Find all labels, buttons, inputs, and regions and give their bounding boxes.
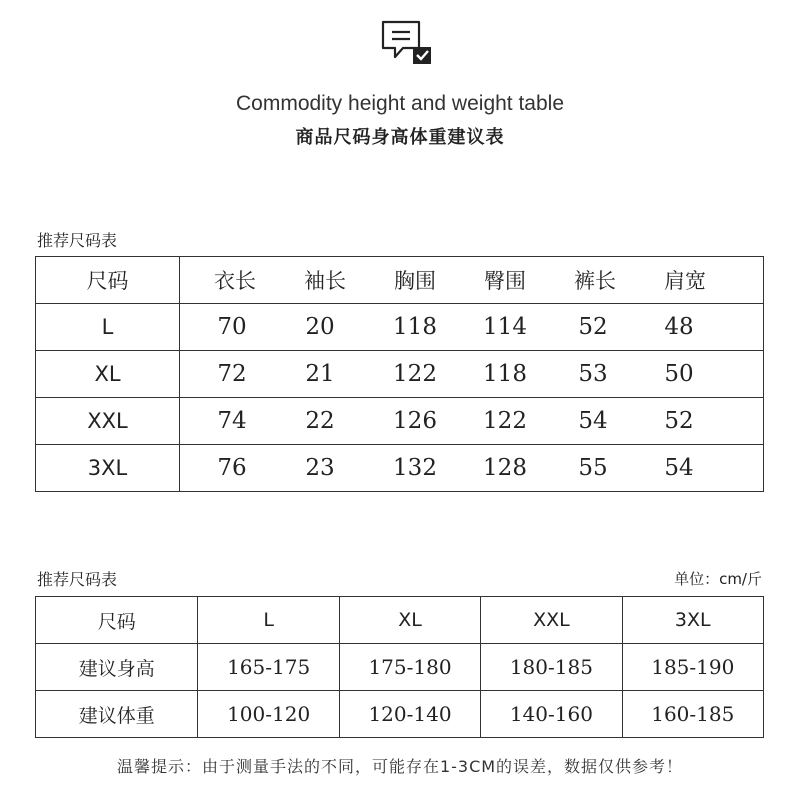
footer-note: 温馨提示：由于测量手法的不同，可能存在1-3CM的误差，数据仅供参考！	[116, 757, 684, 776]
table-row	[36, 351, 764, 398]
unit-label: 单位：cm/斤	[674, 570, 762, 588]
row-label: 建议体重	[36, 691, 198, 738]
column-header: 裤长	[574, 269, 616, 293]
size-label: 3XL	[36, 445, 180, 492]
table-cell: 126	[393, 408, 437, 434]
table-row	[36, 644, 764, 691]
table-row	[36, 691, 764, 738]
column-header: 臀围	[484, 269, 526, 293]
column-header: 胸围	[394, 269, 436, 293]
size-label: XL	[36, 351, 180, 398]
table2-caption: 推荐尺码表	[37, 570, 118, 589]
table-cell: 185-190	[622, 644, 763, 691]
table-cell: 54	[664, 455, 694, 481]
table-row	[36, 304, 764, 351]
table-cell: 53	[578, 361, 608, 387]
table-cell: 120-140	[339, 691, 480, 738]
corner-header: 尺码	[36, 257, 180, 304]
table-cell: 52	[664, 408, 694, 434]
table-row	[36, 445, 764, 492]
table-cell: 72	[217, 361, 247, 387]
table-cell: 48	[664, 314, 694, 340]
table-row	[36, 398, 764, 445]
table-cell: 140-160	[481, 691, 622, 738]
corner-header: 尺码	[36, 597, 198, 644]
size-label: XXL	[36, 398, 180, 445]
table-cell: 118	[393, 314, 437, 340]
height-weight-table	[35, 596, 764, 738]
table-cell: 20	[305, 314, 335, 340]
size-label: L	[36, 304, 180, 351]
column-header: XL	[339, 597, 480, 644]
table-cell: 122	[393, 361, 437, 387]
table-cell: 160-185	[622, 691, 763, 738]
message-check-icon	[381, 20, 433, 66]
size-chart-table	[35, 256, 764, 492]
column-header: 衣长	[214, 269, 256, 293]
table-cell: 165-175	[198, 644, 339, 691]
table-cell: 55	[578, 455, 608, 481]
table-cell: 128	[483, 455, 527, 481]
column-header: XXL	[481, 597, 622, 644]
table-cell: 54	[578, 408, 608, 434]
table1-caption: 推荐尺码表	[37, 231, 118, 250]
table-cell: 122	[483, 408, 527, 434]
table-cell: 22	[305, 408, 335, 434]
table-cell: 132	[393, 455, 437, 481]
table-cell: 118	[483, 361, 527, 387]
row-label: 建议身高	[36, 644, 198, 691]
table-cell: 100-120	[198, 691, 339, 738]
table-cell: 175-180	[339, 644, 480, 691]
table-cell: 70	[217, 314, 247, 340]
table-cell: 114	[483, 314, 527, 340]
table-cell: 50	[664, 361, 694, 387]
title-english: Commodity height and weight table	[235, 92, 565, 115]
table-cell: 21	[305, 361, 335, 387]
title-chinese: 商品尺码身高体重建议表	[295, 127, 505, 148]
table-cell: 23	[305, 455, 335, 481]
column-header: 肩宽	[664, 269, 706, 293]
table-cell: 74	[217, 408, 247, 434]
table-row	[36, 257, 764, 304]
table-cell: 76	[217, 455, 247, 481]
table-cell: 52	[578, 314, 608, 340]
table-row	[36, 597, 764, 644]
column-header: L	[198, 597, 339, 644]
table-cell: 180-185	[481, 644, 622, 691]
column-header: 袖长	[304, 269, 346, 293]
column-header: 3XL	[622, 597, 763, 644]
